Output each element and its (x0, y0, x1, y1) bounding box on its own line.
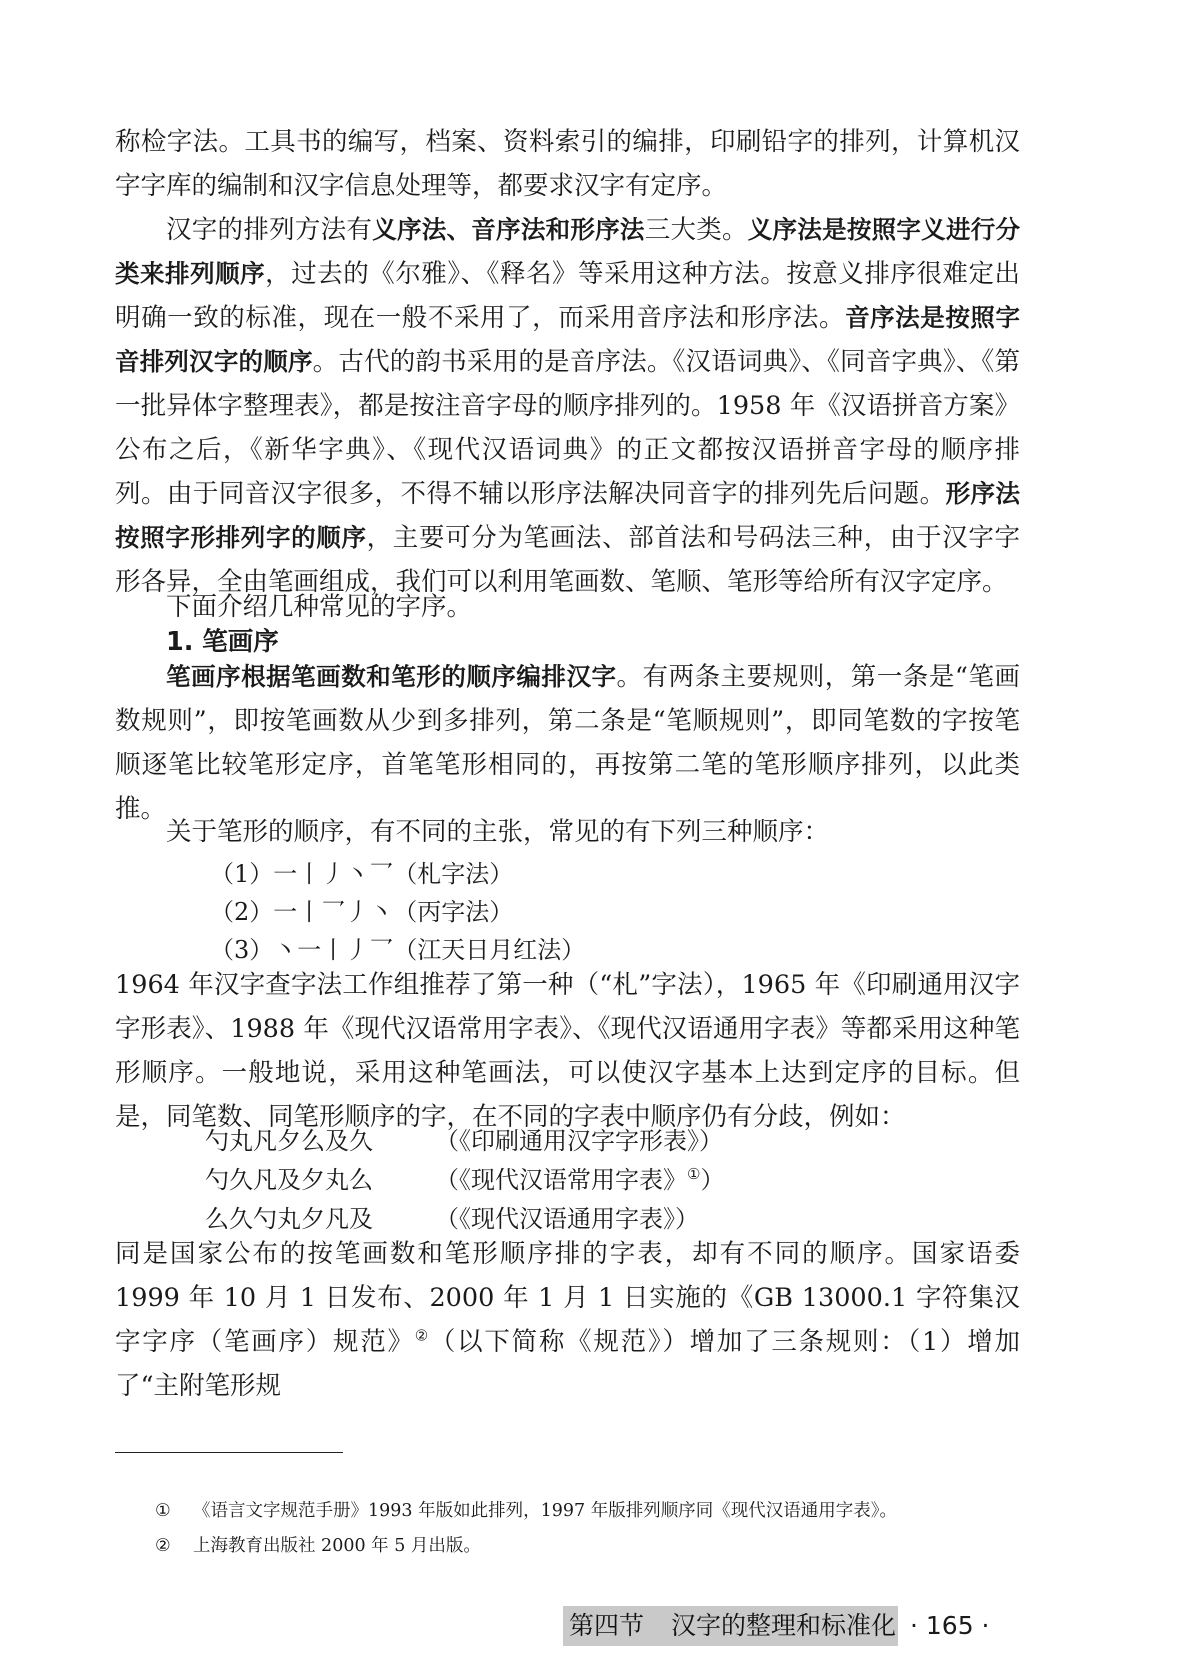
footnote-text: 《语言文字规范手册》1993 年版如此排列，1997 年版排列顺序同《现代汉语通用字表》。 (193, 1501, 897, 1521)
bold-term: 义序法、音序法和形序法 (372, 215, 645, 244)
footnote-2 (155, 1532, 481, 1560)
text: ，过去的《尔雅》、《释名》等采用这种方法。按意义排序很难定出明确一致的标准，现在一般不采用了，而采用音序法和形序法。 (115, 259, 1020, 333)
example-row (205, 1121, 723, 1161)
paragraph-6: 1964 年汉字查字法工作组推荐了第一种（“札”字法），1965 年《印刷通用汉字字形表》、1988 年《现代汉语常用字表》、《现代汉语通用字表》等都采用这种笔形顺序。一般地说，采用这种笔画法，可以使汉字基本上达到定序的目标。但是，同笔数、同笔形顺序的字，在不同的字表中顺序仍有分歧，例如： (115, 970, 1020, 1132)
running-footer (563, 1606, 898, 1646)
text: 汉字的排列方法有 (166, 215, 373, 245)
example-chars: 么久勺丸夕凡及 (205, 1205, 373, 1233)
footnote-1 (155, 1497, 897, 1525)
bold-definition: 音序法是按照字音排列汉字的顺序 (115, 303, 1021, 376)
stroke-order-2: （2）一丨乛丿丶（丙字法） (210, 898, 514, 926)
footer-title: 汉字的整理和标准化 (671, 1611, 897, 1640)
footnote-mark: ① (155, 1501, 171, 1521)
paragraph-7 (115, 1232, 1020, 1408)
text: （以下简称《规范》）增加了三条规则：（1）增加了“主附笔形规 (115, 1327, 1020, 1401)
section-heading: 1. 笔画序 (166, 627, 279, 657)
bold-definition: 笔画序根据笔画数和笔形的顺序编排汉字 (166, 662, 617, 691)
text: 三大类。 (644, 215, 748, 245)
paragraph-5: 关于笔形的顺序，有不同的主张，常见的有下列三种顺序： (166, 817, 830, 847)
paragraph-1: 称检字法。工具书的编写，档案、资料索引的编排，印刷铅字的排列，计算机汉字字库的编制和汉字信息处理等，都要求汉字有定序。 (115, 127, 1020, 201)
footnote-mark: ② (155, 1536, 171, 1556)
footnote-text: 上海教育出版社 2000 年 5 月出版。 (193, 1536, 481, 1556)
stroke-order-1: （1）一丨丿丶乛（札字法） (210, 860, 514, 888)
example-source: （《印刷通用汉字字形表》） (435, 1127, 723, 1155)
footnote-ref: ① (687, 1165, 701, 1183)
footnote-divider (115, 1452, 343, 1453)
stroke-order-3: （3）丶一丨丿乛（江天日月红法） (210, 936, 586, 964)
example-source: （《现代汉语通用字表》） (435, 1205, 699, 1233)
footnote-ref: ② (414, 1326, 430, 1345)
bold-definition: 义序法是按照字义进行分类来排列顺序 (115, 215, 1020, 288)
text: 。有两条主要规则，第一条是“笔画数规则”，即按笔画数从少到多排列，第二条是“笔顺规则”，即同笔数的字按笔顺逐笔比较笔形定序，首笔笔形相同的，再按第二笔的笔形顺序排列，以此类推。 (115, 662, 1021, 824)
example-chars: 勺久凡及夕丸么 (205, 1166, 373, 1194)
example-source: （《现代汉语常用字表》 (435, 1166, 687, 1194)
paragraph-3: 下面介绍几种常见的字序。 (166, 592, 473, 622)
paragraph-2 (115, 208, 1020, 604)
example-row (205, 1160, 724, 1200)
paragraph-4 (115, 655, 1020, 831)
example-chars: 勺丸凡夕么及久 (205, 1127, 373, 1155)
text: 同是国家公布的按笔画数和笔形顺序排的字表，却有不同的顺序。国家语委 1999 年 10 月 1 日发布、2000 年 1 月 1 日实施的《GB 13000.1 字符集汉字字序（笔画序）规范》 (115, 1239, 1020, 1357)
example-source-tail: ） (700, 1166, 725, 1194)
text: 。古代的韵书采用的是音序法。《汉语词典》、《同音字典》、《第一批异体字整理表》，都是按注音字母的顺序排列的。1958 年《汉语拼音方案》公布之后，《新华字典》、《现代汉语词典》的正文都按汉语拼音字母的顺序排列。由于同音汉字很多，不得不辅以形序法解决同音字的排列先后问题。 (115, 347, 1020, 509)
page-number: · 165 · (910, 1611, 990, 1640)
bold-definition: 形序法按照字形排列字的顺序 (115, 479, 1020, 552)
text: ，主要可分为笔画法、部首法和号码法三种，由于汉字字形各异，全由笔画组成，我们可以利用笔画数、笔顺、笔形等给所有汉字定序。 (115, 523, 1020, 597)
footer-section: 第四节 (569, 1611, 645, 1640)
